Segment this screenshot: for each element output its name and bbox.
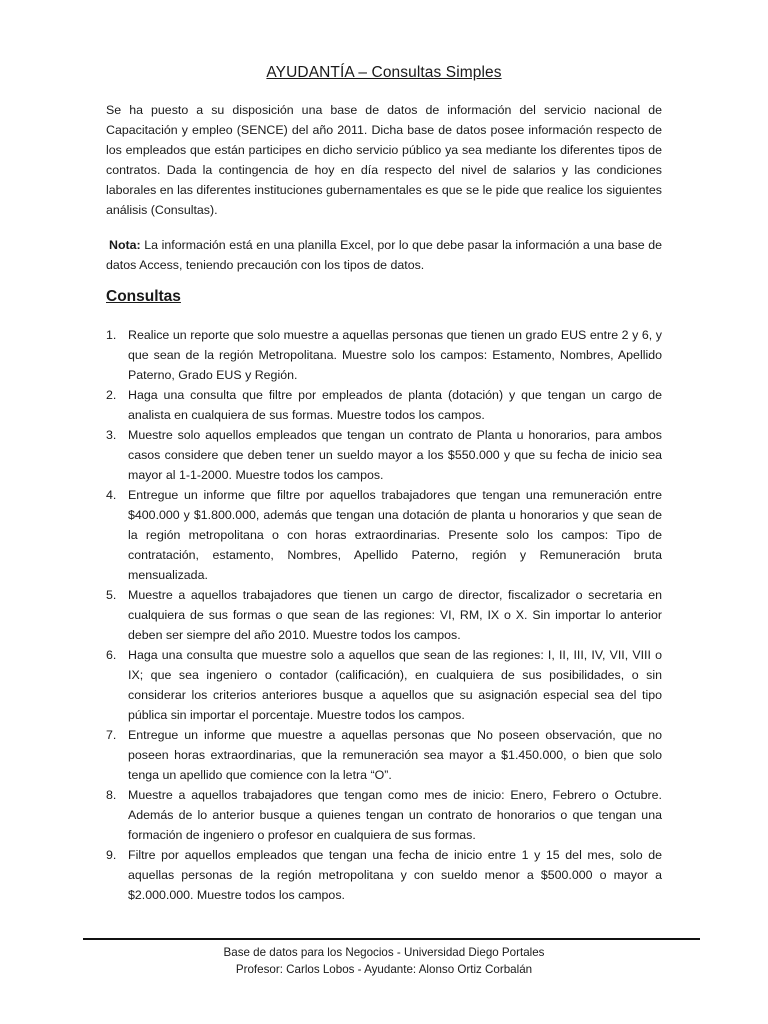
list-item-number: 6.	[106, 648, 117, 662]
list-item	[106, 845, 662, 905]
list-item	[106, 645, 662, 725]
note-paragraph	[106, 235, 662, 275]
footer-staff-line: Profesor: Carlos Lobos - Ayudante: Alonso Ortiz Corbalán	[235, 963, 533, 976]
list-item	[106, 385, 662, 425]
list-item-number: 7.	[106, 728, 117, 742]
list-item-text: Haga una consulta que muestre solo a aquellos que sean de las regiones: I, II, III, IV, VII, VIII o IX; que sea ingeniero o contador (calificación), en cualquiera de sus posibilidades, o sin considerar los criterios anteriores busque a aquellos que su asignación especial sea del tipo pública sin importar el porcentaje. Muestre todos los campos.	[128, 648, 662, 722]
list-item-number: 8.	[106, 788, 117, 802]
list-item-text: Muestre a aquellos trabajadores que tengan como mes de inicio: Enero, Febrero o Octubre. Además de lo anterior busque a quienes tengan un contrato de honorarios o que tengan una formación de ingeniero o profesor en cualquiera de sus formas.	[128, 788, 662, 842]
note-text: La información está en una planilla Excel, por lo que debe pasar la información a una base de datos Access, teniendo precaución con los tipos de datos.	[106, 238, 662, 272]
footer-divider	[83, 938, 700, 940]
consultas-list	[106, 325, 662, 905]
list-item-text: Entregue un informe que filtre por aquellos trabajadores que tengan una remuneración entre $400.000 y $1.800.000, además que tengan una dotación de planta u honorarios y que sean de la región metropolitana o con horas extraordinarias. Presente solo los campos: Tipo de contratación, estamento, Nombres, Apellido Paterno, región y Remuneración bruta mensualizada.	[128, 488, 662, 582]
list-item-text: Haga una consulta que filtre por empleados de planta (dotación) y que tengan un cargo de analista en cualquiera de sus formas. Muestre todos los campos.	[128, 388, 662, 422]
list-item-text: Muestre solo aquellos empleados que tengan un contrato de Planta u honorarios, para ambos casos considere que deben tener un sueldo mayor a los $550.000 y que su fecha de inicio sea mayor al 1-1-2000. Muestre todos los campos.	[128, 428, 662, 482]
list-item	[106, 785, 662, 845]
list-item	[106, 325, 662, 385]
list-item-number: 9.	[106, 848, 117, 862]
document-title: AYUDANTÍA – Consultas Simples	[266, 64, 502, 81]
list-item	[106, 725, 662, 785]
section-heading-consultas: Consultas	[106, 288, 181, 305]
intro-paragraph: Se ha puesto a su disposición una base de datos de información del servicio nacional de Capacitación y empleo (SENCE) del año 2011. Dicha base de datos posee información respecto de los empleados que están participes en dicho servicio público ya sea mediante los diferentes tipos de contratos. Dada la contingencia de hoy en día respecto del nivel de salarios y las condiciones laborales en las diferentes instituciones gubernamentales es que se le pide que realice los siguientes análisis (Consultas).	[106, 103, 662, 217]
list-item	[106, 425, 662, 485]
list-item-number: 2.	[106, 388, 117, 402]
list-item	[106, 485, 662, 585]
list-item-text: Muestre a aquellos trabajadores que tienen un cargo de director, fiscalizador o secretaria en cualquiera de sus formas o que sean de las regiones: VI, RM, IX o X. Sin importar lo anterior deben ser siempre del año 2010. Muestre todos los campos.	[128, 588, 662, 642]
list-item-text: Filtre por aquellos empleados que tengan una fecha de inicio entre 1 y 15 del mes, solo de aquellas personas de la región metropolitana y con sueldo menor a $500.000 o mayor a $2.000.000. Muestre todos los campos.	[128, 848, 662, 902]
list-item-number: 3.	[106, 428, 117, 442]
list-item-text: Realice un reporte que solo muestre a aquellas personas que tienen un grado EUS entre 2 y 6, y que sean de la región Metropolitana. Muestre solo los campos: Estamento, Nombres, Apellido Paterno, Grado EUS y Región.	[128, 328, 662, 382]
list-item-number: 1.	[106, 328, 117, 342]
list-item-number: 5.	[106, 588, 117, 602]
list-item-number: 4.	[106, 488, 117, 502]
note-label: Nota:	[109, 238, 141, 252]
list-item	[106, 585, 662, 645]
list-item-text: Entregue un informe que muestre a aquellas personas que No poseen observación, que no poseen horas extraordinarias, que la remuneración sea mayor a $1.450.000, o bien que solo tenga un apellido que comience con la letra “O”.	[128, 728, 662, 782]
footer-course-line: Base de datos para los Negocios - Universidad Diego Portales	[223, 946, 545, 959]
